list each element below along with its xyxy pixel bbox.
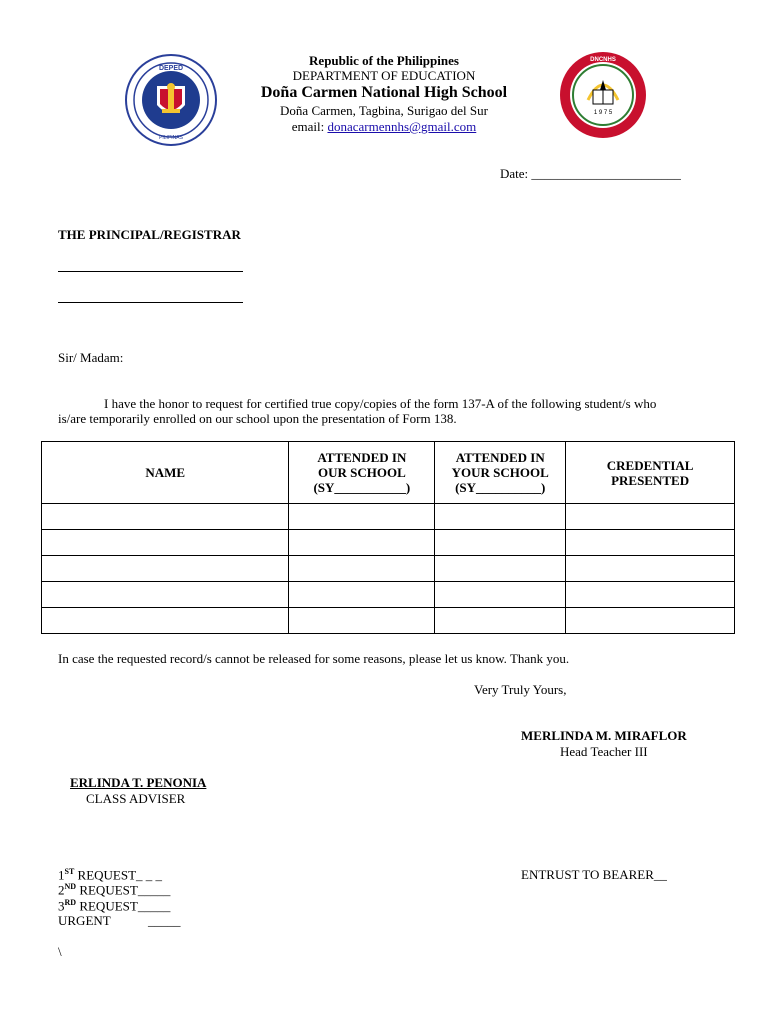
body-line-1: I have the honor to request for certified true copy/copies of the form 137-A of the following student/s who — [104, 396, 657, 411]
svg-text:DEPED: DEPED — [158, 65, 184, 72]
table-row — [42, 582, 735, 608]
addressee-line-1[interactable] — [58, 271, 243, 272]
signatory-name: MERLINDA M. MIRAFLOR — [521, 728, 687, 743]
cell-name[interactable] — [42, 504, 289, 530]
cell-your-school[interactable] — [435, 556, 566, 582]
addressee-line-2[interactable] — [58, 302, 243, 303]
adviser-title: CLASS ADVISER — [86, 791, 186, 806]
cell-credential[interactable] — [566, 608, 735, 634]
cell-our-school[interactable] — [289, 556, 435, 582]
svg-text:DNCNHS: DNCNHS — [590, 57, 616, 63]
table-row — [42, 530, 735, 556]
email-label: email: — [291, 119, 325, 134]
deped-seal-logo — [124, 53, 218, 147]
table-row — [42, 504, 735, 530]
urgent-label: URGENT — [58, 913, 111, 928]
closing-phrase: Very Truly Yours, — [474, 682, 567, 697]
request-2[interactable]: 2ND REQUEST_____ — [58, 882, 171, 898]
urgent-blank[interactable]: _____ — [148, 913, 181, 928]
email-line — [234, 119, 534, 135]
school-address: Doña Carmen, Tagbina, Surigao del Sur — [280, 103, 488, 118]
cell-name[interactable] — [42, 608, 289, 634]
svg-text:PILIPINAS: PILIPINAS — [159, 135, 183, 141]
header-attended-your-school: ATTENDED IN YOUR SCHOOL (SY__________) — [435, 442, 566, 504]
republic-heading: Republic of the Philippines — [309, 53, 459, 68]
cell-name[interactable] — [42, 556, 289, 582]
school-seal-logo — [558, 50, 648, 140]
cell-our-school[interactable] — [289, 582, 435, 608]
cell-our-school[interactable] — [289, 504, 435, 530]
cell-your-school[interactable] — [435, 608, 566, 634]
email-link[interactable]: donacarmennhs@gmail.com — [327, 119, 477, 134]
entrust-to-bearer[interactable]: ENTRUST TO BEARER__ — [521, 867, 667, 882]
svg-text:1 9 7 5: 1 9 7 5 — [593, 110, 613, 116]
cell-credential[interactable] — [566, 556, 735, 582]
cell-credential[interactable] — [566, 582, 735, 608]
header-name: NAME — [42, 442, 289, 504]
closing-note: In case the requested record/s cannot be released for some reasons, please let us know. Thank you. — [58, 651, 570, 666]
adviser-name: ERLINDA T. PENONIA — [70, 775, 207, 790]
table-row — [42, 608, 735, 634]
cell-credential[interactable] — [566, 530, 735, 556]
cell-your-school[interactable] — [435, 504, 566, 530]
cell-your-school[interactable] — [435, 530, 566, 556]
cell-your-school[interactable] — [435, 582, 566, 608]
header-attended-our-school: ATTENDED IN OUR SCHOOL (SY___________) — [289, 442, 435, 504]
student-request-table — [41, 441, 735, 634]
footer-mark: \ — [58, 944, 62, 959]
request-1[interactable]: 1ST REQUEST_ _ _ — [58, 867, 163, 883]
table-row — [42, 556, 735, 582]
salutation: Sir/ Madam: — [58, 350, 124, 365]
school-name: Doña Carmen National High School — [260, 84, 508, 101]
body-line-2: is/are temporarily enrolled on our school upon the presentation of Form 138. — [58, 411, 457, 426]
cell-our-school[interactable] — [289, 530, 435, 556]
date-field[interactable]: Date: _______________________ — [500, 166, 681, 181]
department-heading: DEPARTMENT OF EDUCATION — [292, 68, 476, 83]
addressee: THE PRINCIPAL/REGISTRAR — [58, 227, 241, 242]
table-header-row — [42, 442, 735, 504]
cell-name[interactable] — [42, 582, 289, 608]
request-3[interactable]: 3RD REQUEST_____ — [58, 898, 171, 914]
cell-name[interactable] — [42, 530, 289, 556]
signatory-title: Head Teacher III — [560, 744, 648, 759]
cell-our-school[interactable] — [289, 608, 435, 634]
header-credential-presented: CREDENTIAL PRESENTED — [566, 442, 735, 504]
cell-credential[interactable] — [566, 504, 735, 530]
